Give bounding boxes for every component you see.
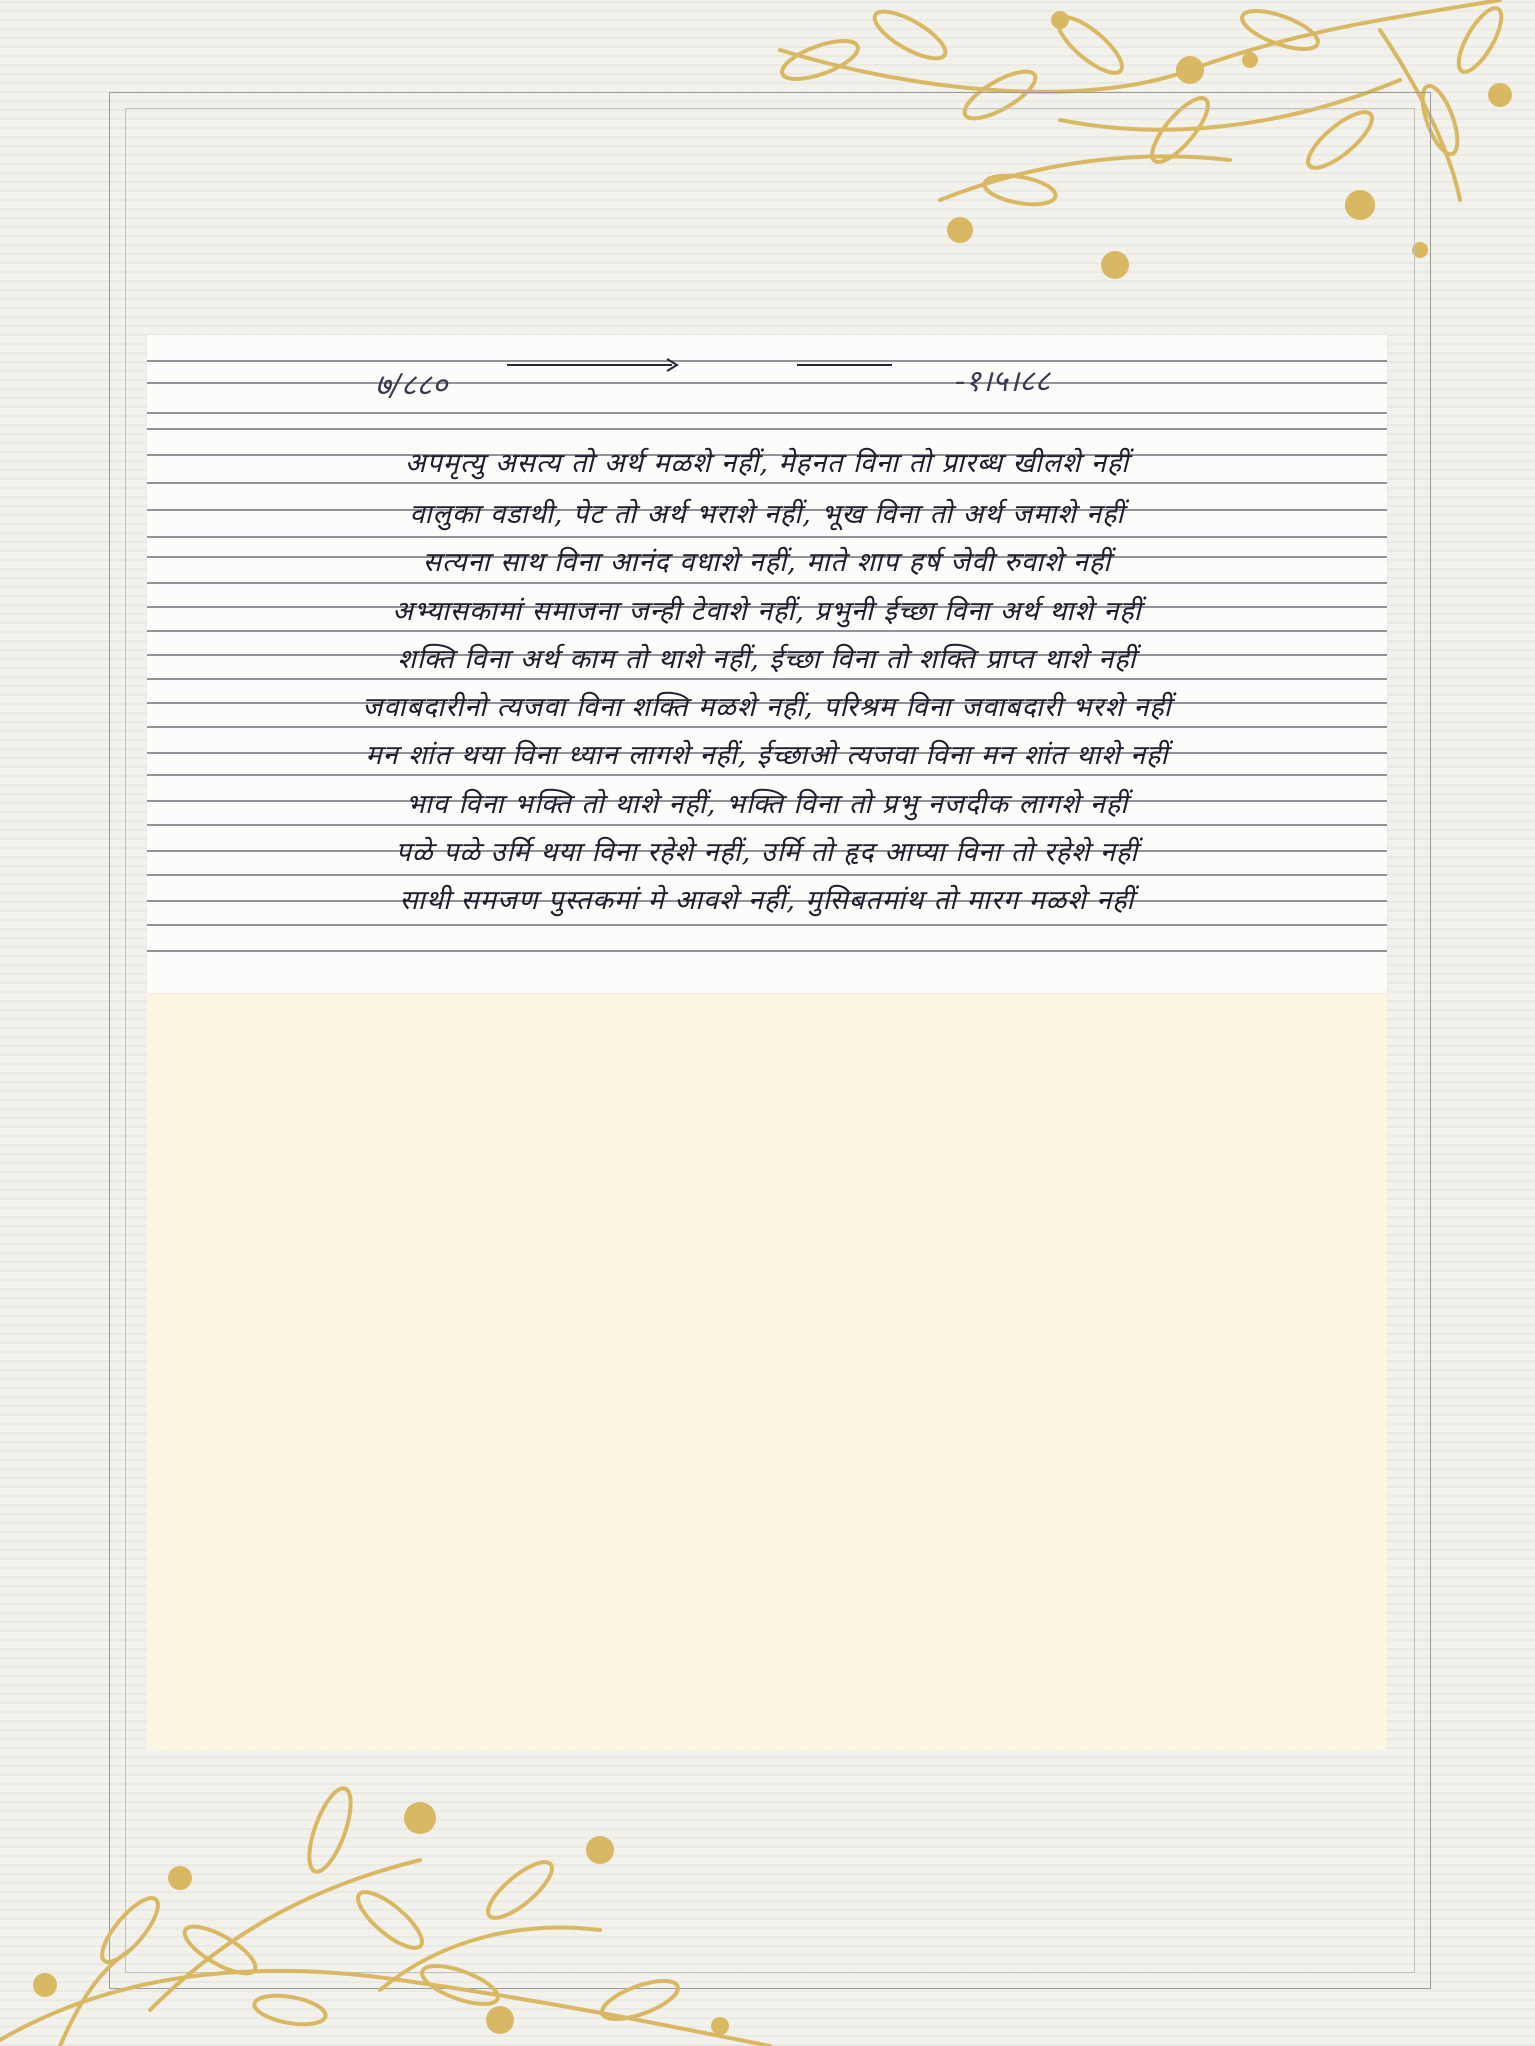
note-line: वालुका वडाथी, पेट तो अर्थ भराशे नहीं, भूख विना तो अर्थ जमाशे नहीं [409, 499, 1125, 530]
note-line: अपमृत्यु असत्य तो अर्थ मळशे नहीं, मेहनत विना तो प्रारब्ध खीलशे नहीं [404, 448, 1130, 479]
note-line: पळे पळे उर्मि थया विना रहेशे नहीं, उर्मि तो हृद आप्या विना तो रहेशे नहीं [395, 837, 1139, 868]
note-line: अभ्यासकामां समाजना जन्ही टेवाशे नहीं, प्रभुनी ईच्छा विना अर्थ थाशे नहीं [392, 596, 1142, 627]
gold-leaf-decoration-bottom-icon [0, 1770, 780, 2046]
note-line: भाव विना भक्ति तो थाशे नहीं, भक्ति विना तो प्रभु नजदीक लागशे नहीं [405, 789, 1129, 820]
note-header-number: ७/८८० [375, 368, 448, 403]
note-line: शक्ति विना अर्थ काम तो थाशे नहीं, ईच्छा विना तो शक्ति प्राप्त थाशे नहीं [397, 644, 1137, 675]
note-line: मन शांत थया विना ध्यान लागशे नहीं, ईच्छाओ त्यजवा विना मन शांत थाशे नहीं [365, 740, 1169, 771]
note-line: साथी समजण पुस्तकमां मे आवशे नहीं, मुसिबतमांथ तो मारग मळशे नहीं [399, 885, 1135, 916]
note-line: जवाबदारीनो त्यजवा विना शक्ति मळशे नहीं, परिश्रम विना जवाबदारी भरशे नहीं [362, 692, 1172, 723]
note-header-date: -१।५।८८ [955, 364, 1051, 399]
handwritten-note-image [147, 335, 1387, 993]
note-line: सत्यना साथ विना आनंद वधाशे नहीं, माते शाप हर्ष जेवी रुवाशे नहीं [422, 547, 1112, 578]
